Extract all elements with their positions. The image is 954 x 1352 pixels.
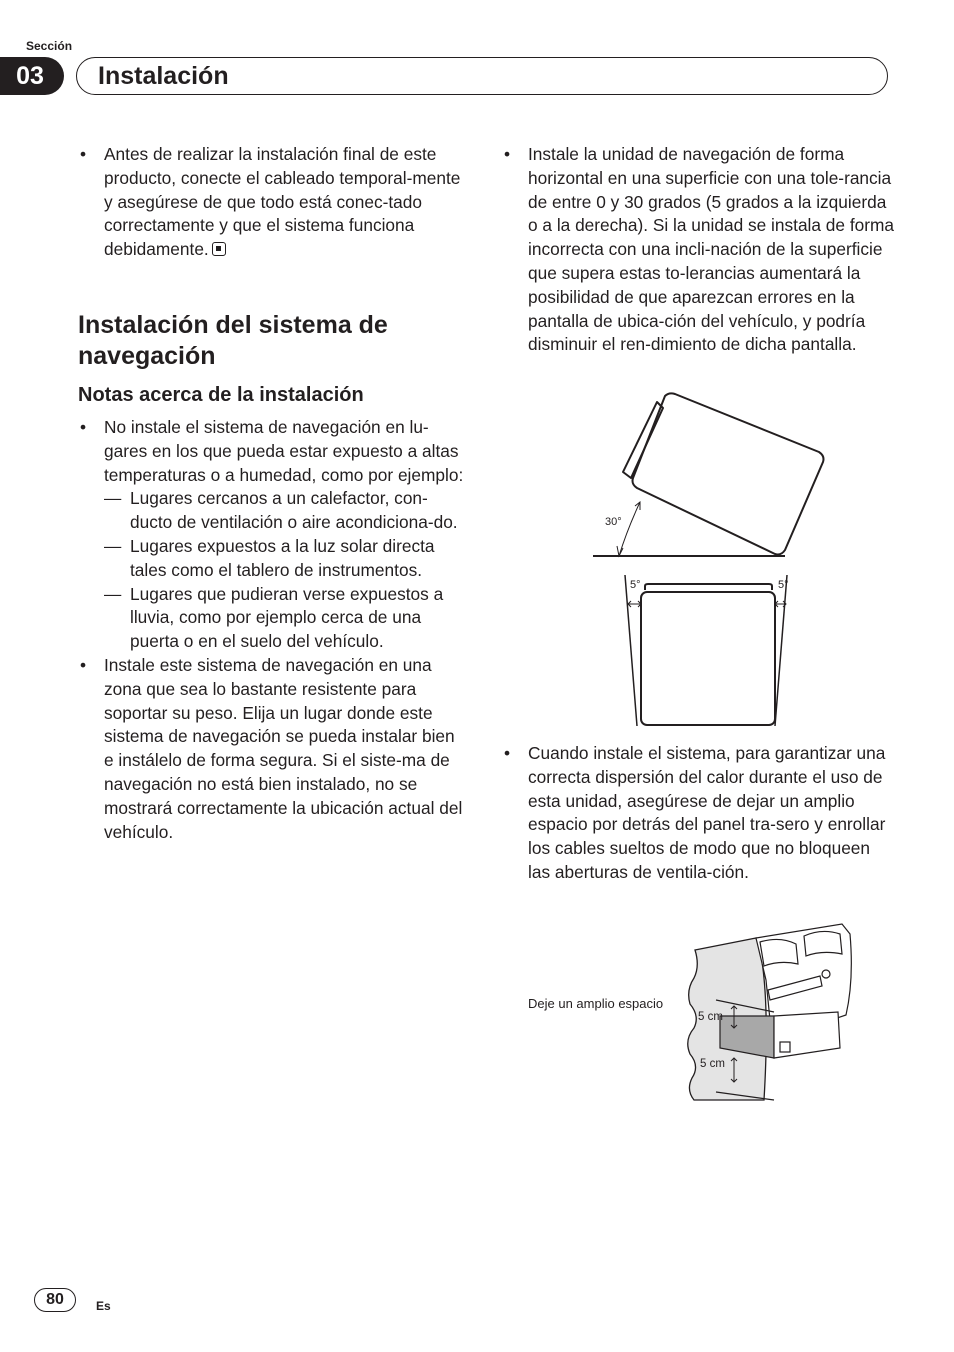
page-number: 80: [34, 1288, 76, 1312]
left-tolerance-arrow-icon: [628, 601, 641, 607]
list-item: [78, 416, 468, 654]
dash-item: — Lugares que pudieran verse expuestos a lluvia, como por ejemplo cerca de una puerta o en el suelo del vehículo.: [104, 583, 468, 654]
dash-item: — Lugares expuestos a la luz solar directa tales como el tablero de instrumentos.: [104, 535, 468, 583]
subsection-heading: Notas acerca de la instalación: [78, 384, 364, 406]
navigation-unit-front: [774, 1012, 840, 1058]
right-bullet-1-container: [502, 143, 894, 357]
right-bullet-list-1: [502, 143, 894, 357]
clearance-caption: Deje un amplio espacio: [528, 996, 664, 1011]
list-item: [78, 143, 468, 262]
top-gap-label: 5 cm: [698, 1011, 723, 1023]
tilted-unit-body: [633, 393, 824, 554]
end-of-section-icon: [212, 242, 226, 256]
tolerance-line-left: [625, 575, 637, 726]
bullet-text: No instale el sistema de navegación en lu-gares en los que pueda estar expuesto a altas temperaturas o a humedad, como por ejemplo:: [104, 417, 464, 485]
right-bullet-list-2: [502, 742, 894, 885]
angle-arc: [619, 502, 640, 556]
section-heading: Instalación del sistema de navegación: [78, 311, 388, 370]
left-column: [78, 143, 468, 262]
intro-bullet-list: [78, 143, 468, 262]
section-label: Sección: [26, 39, 73, 53]
section-number-badge: 03: [0, 57, 64, 95]
left-angle-label: 5°: [630, 579, 641, 591]
arrow-head-icon: [635, 502, 640, 510]
language-code: Es: [96, 1299, 111, 1313]
bottom-gap-label: 5 cm: [700, 1058, 725, 1070]
bullet-text: Antes de realizar la instalación final de este producto, conecte el cableado temporal-mente y asegúrese de que todo está conec-tado correctamente y que el sistema funciona debidamente.: [104, 144, 461, 260]
notes-bullet-list: [78, 416, 468, 844]
right-bullet-2-container: [502, 742, 894, 885]
right-angle-label: 5°: [778, 579, 789, 591]
dash-list: [104, 487, 468, 654]
tolerance-line-right: [775, 575, 787, 726]
clearance-figure: [520, 920, 860, 1110]
list-item: • Cuando instale el sistema, para garantizar una correcta dispersión del calor durante el uso de esta unidad, asegúrese de dejar un amplio espacio por detrás del panel tra-sero y enrollar los cables sueltos de modo que no bloqueen las aberturas de ventila-ción.: [502, 742, 894, 885]
list-item: • Instale este sistema de navegación en una zona que sea lo bastante resistente para soportar su peso. Elija un lugar donde este sistema de navegación se pueda instalar bien e instálelo de forma segura. Si el siste-ma de navegación no está bien instalado, no se mostrará correctamente la ubicación actual del vehículo.: [78, 654, 468, 844]
dash-item: — Lugares cercanos a un calefactor, con-ducto de ventilación o aire acondiciona-do.: [104, 487, 468, 535]
unit-top-edge: [645, 584, 772, 590]
notes-list-container: [78, 416, 468, 844]
angle-label-30: 30°: [605, 516, 622, 528]
right-tolerance-arrow-icon: [775, 601, 786, 607]
unit-front-panel: [623, 402, 663, 478]
list-item: • Instale la unidad de navegación de forma horizontal en una superficie con una tole-rancia de entre 0 y 30 grados (5 grados a la izquierda o a la derecha). Si la unidad se instala de forma incorrecta con una incli-nación de la superficie que supera estas to-lerancias aumentará la posibilidad de que aparezcan errores en la pantalla de ubica-ción del vehículo, y podría disminuir el ren-dimiento de dicha pantalla.: [502, 143, 894, 357]
level-unit-body: [641, 592, 775, 725]
tilt-angle-figure: [585, 390, 835, 735]
section-title: Instalación: [76, 57, 888, 95]
